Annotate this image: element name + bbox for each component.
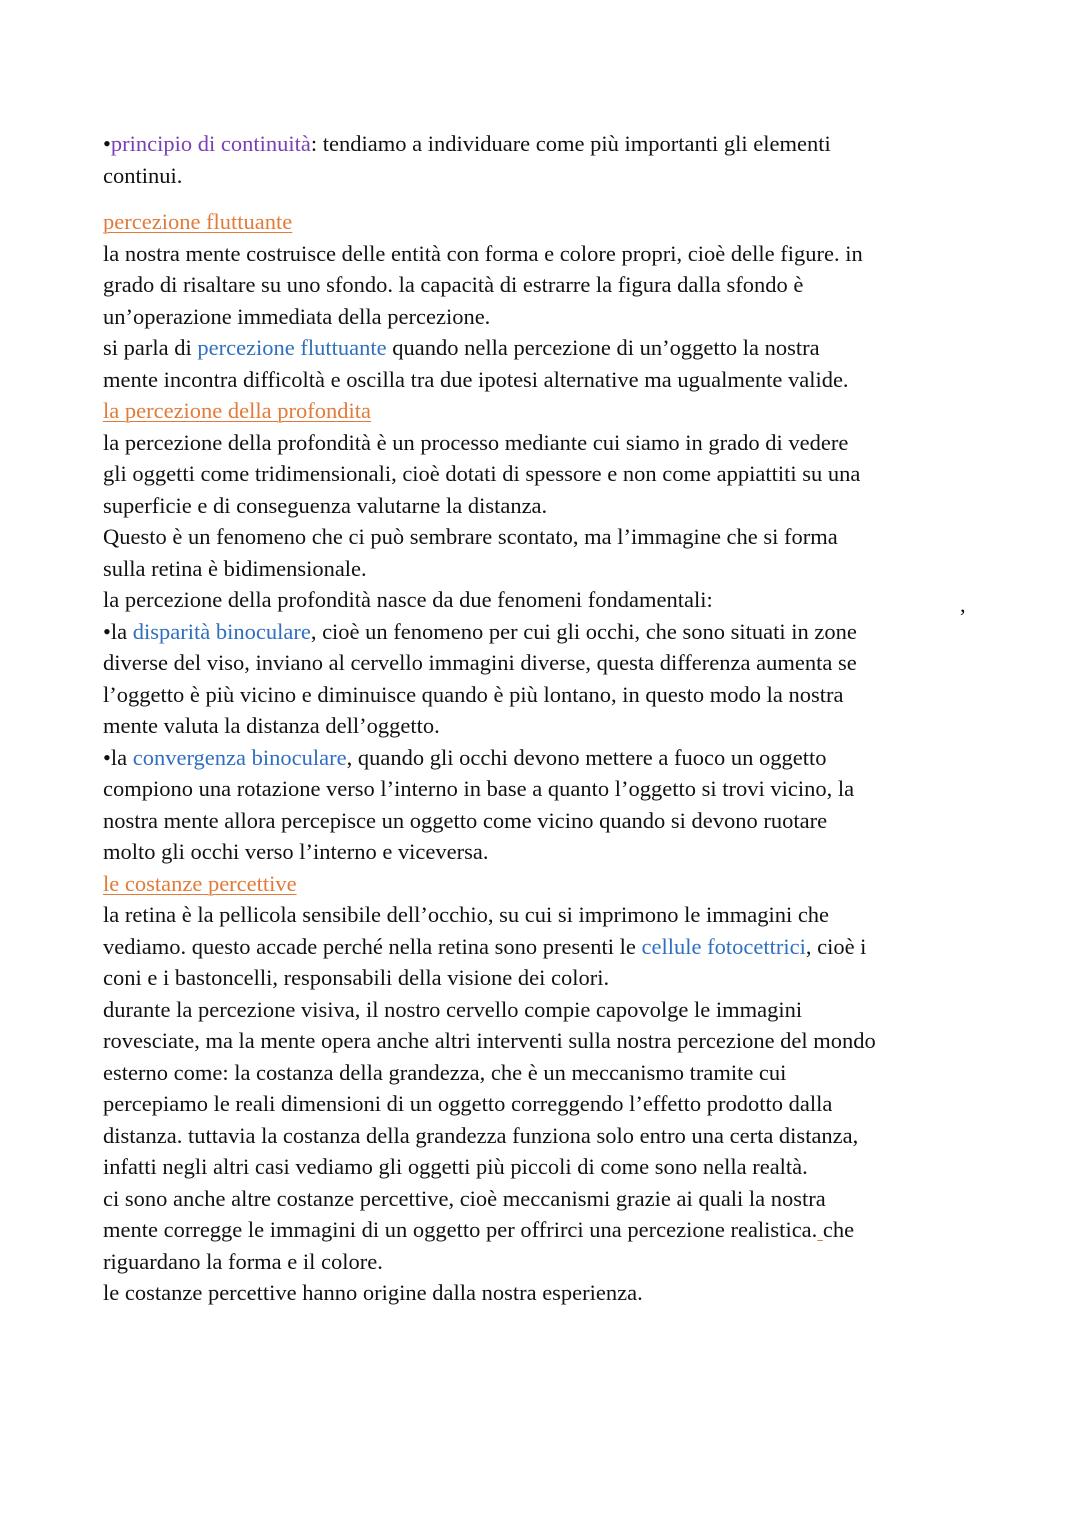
text-line: compiono una rotazione verso l’interno in base a quanto l’oggetto si trovi vicino, la [103, 776, 855, 801]
text-line: gli oggetti come tridimensionali, cioè dotati di spessore e non come appiattiti su una [103, 461, 861, 486]
bullet-disparita-line-1 [103, 616, 857, 647]
text-line: durante la percezione visiva, il nostro cervello compie capovolge le immagini [103, 997, 803, 1022]
paragraph-continuity-line-1 [103, 128, 831, 159]
heading-percezione-profondita: la percezione della profondita [103, 398, 371, 423]
text-line [103, 332, 820, 363]
text-line: rovesciate, ma la mente opera anche altri interventi sulla nostra percezione del mondo [103, 1028, 876, 1053]
text-line: l’oggetto è più vicino e diminuisce quando è più lontano, in questo modo la nostra [103, 682, 844, 707]
text-line: le costanze percettive hanno origine dalla nostra esperienza. [103, 1280, 643, 1305]
text-line: un’operazione immediata della percezione. [103, 304, 491, 329]
text-line: Questo è un fenomeno che ci può sembrare scontato, ma l’immagine che si forma [103, 524, 838, 549]
term-convergenza-binoculare: convergenza binoculare [132, 745, 347, 770]
text-line: la percezione della profondità nasce da due fenomeni fondamentali: [103, 587, 713, 612]
text-line: sulla retina è bidimensionale. [103, 556, 367, 581]
text-line: nostra mente allora percepisce un oggetto come vicino quando si devono ruotare [103, 808, 828, 833]
text-line [103, 931, 866, 962]
heading-costanze-percettive: le costanze percettive [103, 871, 297, 896]
text-line: ci sono anche altre costanze percettive, cioè meccanismi grazie ai quali la nostra [103, 1186, 826, 1211]
term-percezione-fluttuante: percezione fluttuante [197, 335, 387, 360]
stray-comma: , [960, 592, 966, 617]
bullet: • [103, 131, 111, 156]
text-span: , quando gli occhi devono mettere a fuoco un oggetto [346, 745, 827, 770]
text-line: percepiamo le reali dimensioni di un oggetto correggendo l’effetto prodotto dalla [103, 1091, 833, 1116]
text-span: , cioè i [805, 934, 867, 959]
text-line: la nostra mente costruisce delle entità con forma e colore propri, cioè delle figure. in [103, 241, 863, 266]
text-span: •la [103, 745, 133, 770]
text-line: molto gli occhi verso l’interno e viceversa. [103, 839, 489, 864]
term-cellule-fotocettrici: cellule fotocettrici [641, 934, 806, 959]
text-line: superficie e di conseguenza valutarne la distanza. [103, 493, 548, 518]
text-line: la retina è la pellicola sensibile dell’occhio, su cui si imprimono le immagini che [103, 902, 830, 927]
text-span: , cioè un fenomeno per cui gli occhi, che sono situati in zone [310, 619, 857, 644]
text-span: che [822, 1217, 855, 1242]
text-span: si parla di [103, 335, 198, 360]
text-line: mente incontra difficoltà e oscilla tra due ipotesi alternative ma ugualmente valide. [103, 367, 849, 392]
text-line: diverse del viso, inviano al cervello immagini diverse, questa differenza aumenta se [103, 650, 857, 675]
text-line: coni e i bastoncelli, responsabili della visione dei colori. [103, 965, 610, 990]
text-span: •la [103, 619, 133, 644]
text-line: infatti negli altri casi vediamo gli oggetti più piccoli di come sono nella realtà. [103, 1154, 808, 1179]
term-continuity-principle: principio di continuità [110, 131, 311, 156]
text-span: vediamo. questo accade perché nella retina sono presenti le [103, 934, 642, 959]
text-line: esterno come: la costanza della grandezza, che è un meccanismo tramite cui [103, 1060, 787, 1085]
text-span: quando nella percezione di un’oggetto la nostra [386, 335, 820, 360]
text-line [103, 1214, 854, 1245]
text-line: riguardano la forma e il colore. [103, 1249, 383, 1274]
text-line: grado di risaltare su uno sfondo. la capacità di estrarre la figura dalla sfondo è [103, 272, 804, 297]
text-line: la percezione della profondità è un processo mediante cui siamo in grado di vedere [103, 430, 849, 455]
text-span: mente corregge le immagini di un oggetto per offrirci una percezione realistica. [103, 1217, 818, 1242]
bullet-convergenza-line-1 [103, 742, 826, 773]
text-line: distanza. tuttavia la costanza della grandezza funziona solo entro una certa distanza, [103, 1123, 859, 1148]
heading-percezione-fluttuante: percezione fluttuante [103, 209, 293, 234]
paragraph-continuity-line-2: continui. [103, 163, 183, 188]
text-line: mente valuta la distanza dell’oggetto. [103, 713, 440, 738]
term-disparita-binoculare: disparità binoculare [132, 619, 311, 644]
text-span: : tendiamo a individuare come più importanti gli elementi [310, 131, 831, 156]
